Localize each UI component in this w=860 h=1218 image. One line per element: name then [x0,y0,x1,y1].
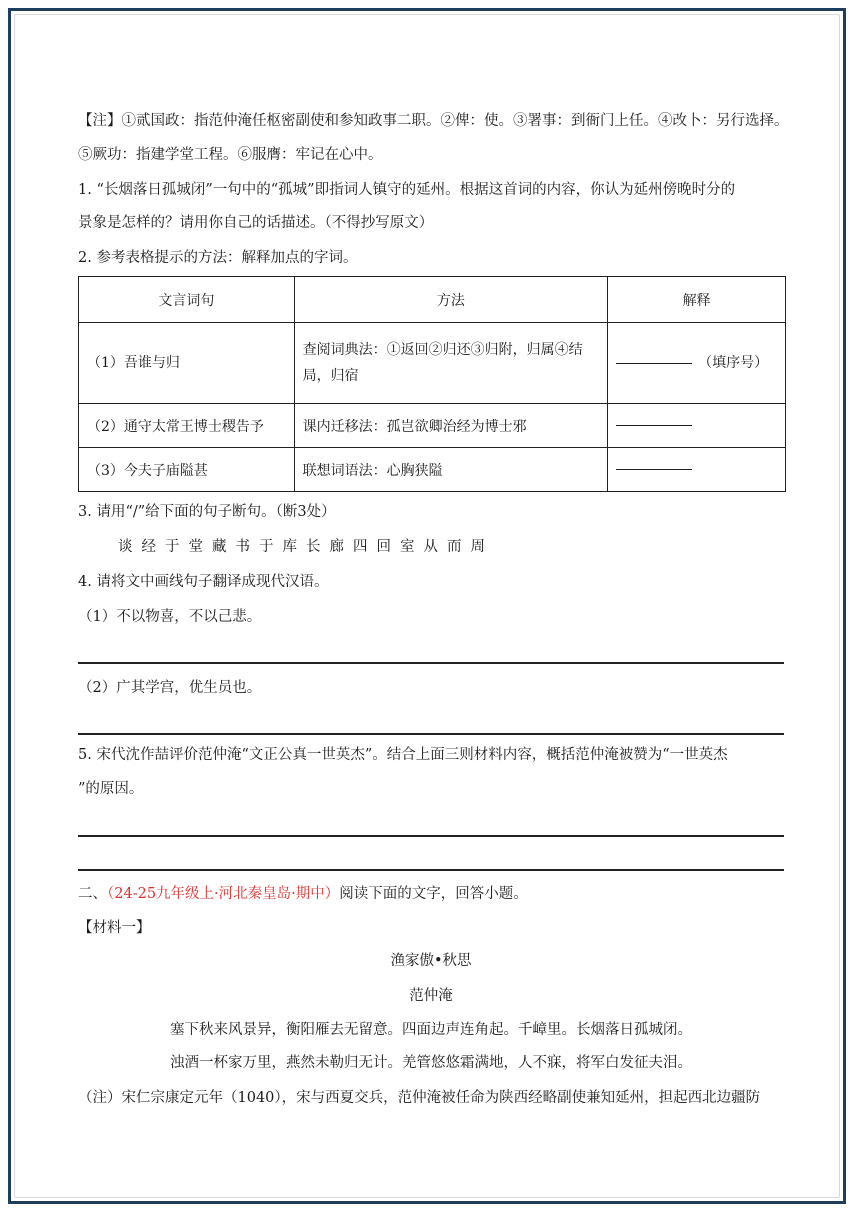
question-4-item-2: （2）广其学宫，优生员也。 [78,680,262,696]
question-5-line-2: ”的原因。 [78,781,144,797]
poem-title: 渔家傲•秋思 [390,953,472,969]
note-line-2: ⑤厥功：指建学堂工程。⑥服膺：牢记在心中。 [78,147,383,163]
table-row [79,448,786,492]
section-instruction: 阅读下面的文字，回答小题。 [339,886,528,902]
answer-line[interactable] [78,733,784,735]
answer-cell[interactable] [608,404,786,448]
poem-line-1: 塞下秋来风景异，衡阳雁去无留意。四面边声连角起。千嶂里。长烟落日孤城闭。 [170,1022,692,1038]
table-row [79,323,786,404]
answer-line[interactable] [78,835,784,837]
question-1-line-1: 1. “长烟落日孤城闭”一句中的“孤城”即指词人镇守的延州。根据这首词的内容，你认为延州傍晚时分的 [78,182,736,198]
answer-blank[interactable] [616,363,692,364]
question-4-item-1: （1）不以物喜，不以己悲。 [78,609,262,625]
question-3-sentence: 谈经于堂藏书于库长廊四回室从而周 [118,539,494,555]
method-cell [294,323,607,404]
answer-cell[interactable] [608,323,786,404]
table-row [79,404,786,448]
table-header-cell: 文言词句 [79,277,295,323]
source-tag: （24-25九年级上·河北秦皇岛·期中） [107,886,340,902]
question-3-prompt: 3. 请用“/”给下面的句子断句。（断3处） [78,504,336,520]
table-header-row [79,277,786,323]
note-line-1: 【注】①贰国政：指范仲淹任枢密副使和参知政事二职。②俾：使。③署事：到衙门上任。④改卜：另行选择。 [78,113,789,129]
material-label: 【材料一】 [78,920,151,936]
term-cell: （1）吾谁与归 [79,323,295,404]
method-cell: 课内迁移法：孤岂欲卿治经为博士邪 [294,404,607,448]
method-cell: 联想词语法：心胸狭隘 [294,448,607,492]
answer-blank[interactable] [616,425,692,426]
answer-cell[interactable] [608,448,786,492]
answer-line[interactable] [78,869,784,871]
question-5-line-1: 5. 宋代沈作喆评价范仲淹“文正公真一世英杰”。结合上面三则材料内容，概括范仲淹被赞为“一世英杰 [78,747,728,763]
poem-note: （注）宋仁宗康定元年（1040），宋与西夏交兵，范仲淹被任命为陕西经略副使兼知延州，担起西北边疆防 [78,1090,761,1106]
method-line: 查阅词典法：①返回②归还③归附，归属④结 [302,342,583,358]
question-4-prompt: 4. 请将文中画线句子翻译成现代汉语。 [78,574,329,590]
answer-blank[interactable] [616,469,692,470]
section-number: 二、 [78,886,107,902]
poem-author: 范仲淹 [409,988,453,1004]
vocabulary-table [78,276,786,492]
term-cell: （3）今夫子庙隘甚 [79,448,295,492]
term-cell: （2）通守太常王博士稷告予 [79,404,295,448]
method-line: 局，归宿 [302,368,359,384]
question-1-line-2: 景象是怎样的？请用你自己的话描述。（不得抄写原文） [78,215,434,231]
answer-hint: （填序号） [698,355,769,371]
table-header-cell: 解释 [608,277,786,323]
answer-line[interactable] [78,662,784,664]
question-2-prompt: 2. 参考表格提示的方法：解释加点的字词。 [78,250,358,266]
section-2-heading [78,884,790,904]
poem-line-2: 浊酒一杯家万里，燕然未勒归无计。羌管悠悠霜满地，人不寐，将军白发征夫泪。 [170,1055,692,1071]
table-header-cell: 方法 [294,277,607,323]
